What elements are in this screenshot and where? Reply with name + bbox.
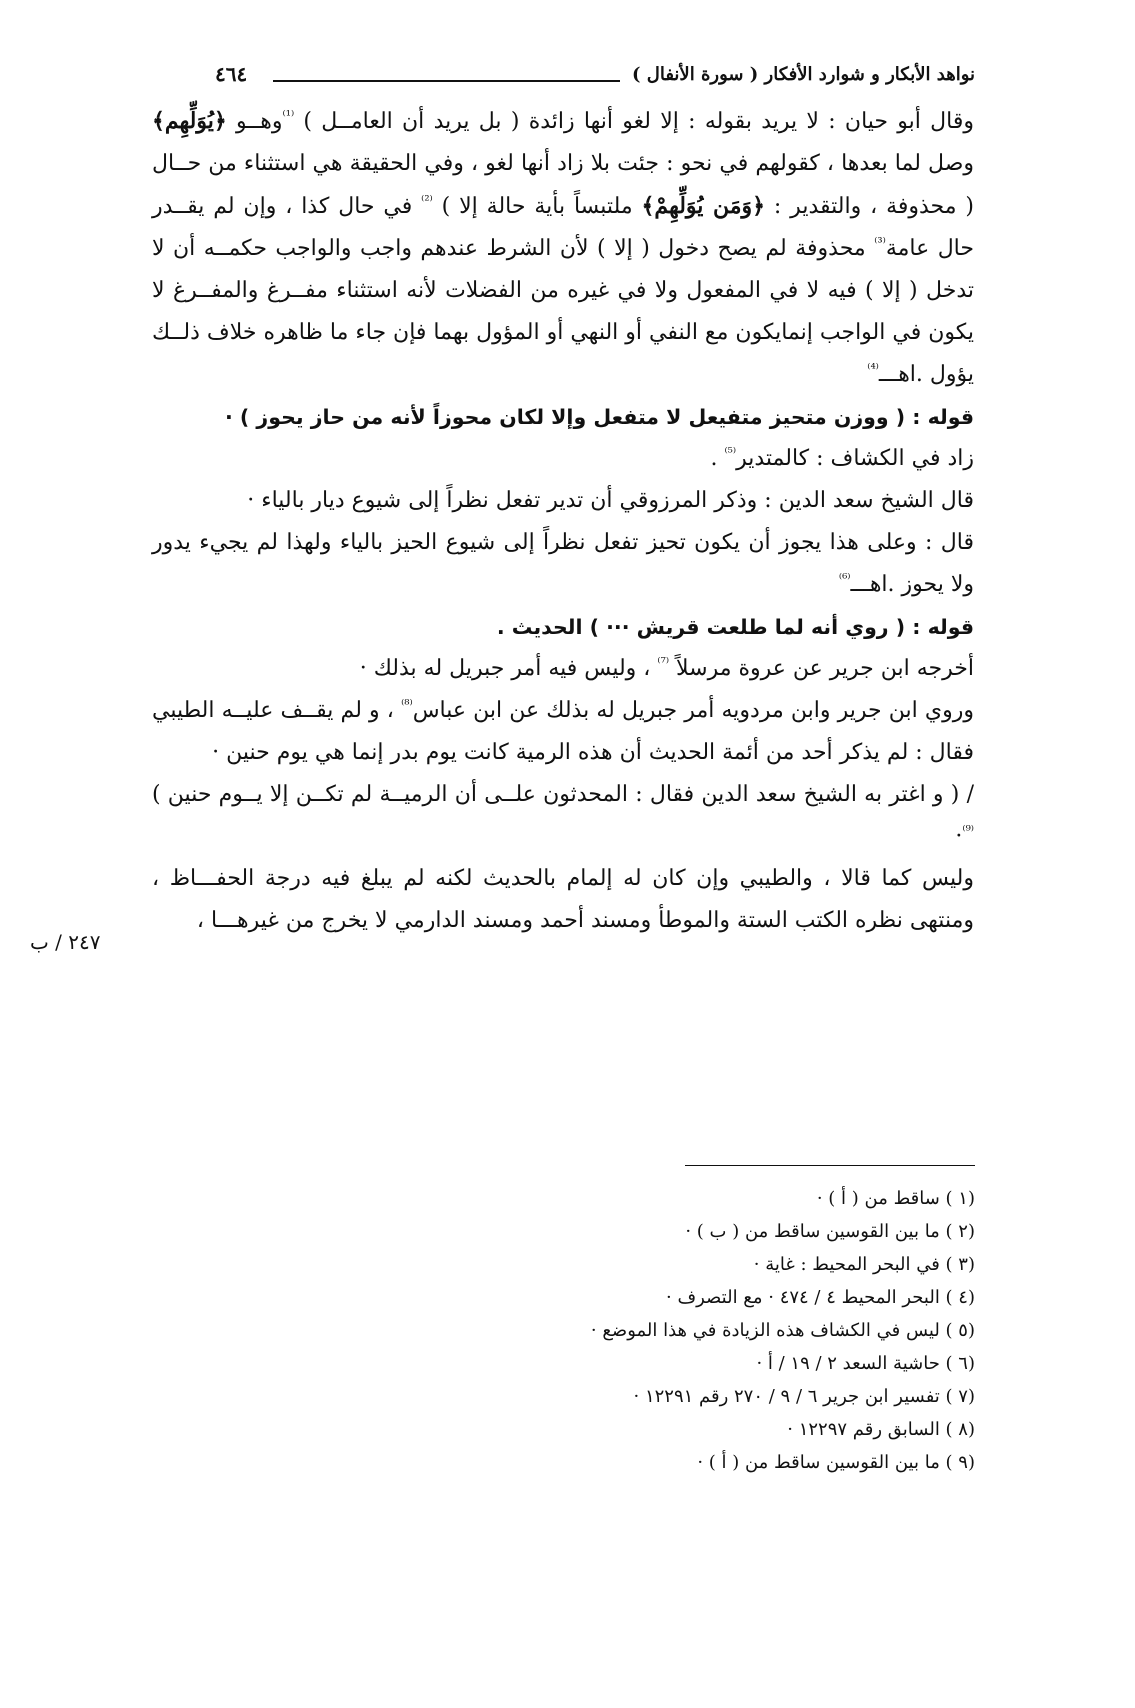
paragraph-muhaddithun xyxy=(152,774,974,858)
header-title: نواهد الأبكار و شوارد الأفكار ( سورة الأنفال ) xyxy=(631,64,975,85)
text-run: ، و لم يقــف عليــه الطيبي فقال : لم يذكر أحد من أئمة الحديث أن هذه الرمية كانت يوم بدر إنما هي يوم حنين · xyxy=(152,698,974,765)
text-run: ، وليس فيه أمر جبريل له بذلك · xyxy=(359,656,658,681)
footnotes xyxy=(320,1182,975,1479)
footnote-ref: ⁽²⁾ xyxy=(421,193,433,209)
footnote-9: (٩ ) ما بين القوسين ساقط من ( أ ) · xyxy=(697,1452,975,1473)
footnote-6: (٦ ) حاشية السعد ٢ / ١٩ / أ · xyxy=(756,1353,975,1374)
text-run: وهــو xyxy=(226,109,283,134)
manuscript-folio-marker: ٢٤٧ / ب xyxy=(30,930,101,954)
footnote-7: (٧ ) تفسير ابن جرير ٦ / ٩ / ٢٧٠ رقم ١٢٢٩١ · xyxy=(633,1386,975,1407)
text-run: ملتبساً بأية حالة إلا ) xyxy=(432,194,642,219)
footnote-ref: ⁽⁵⁾ xyxy=(724,445,737,461)
paragraph-ibn-abbas xyxy=(152,690,974,774)
footnote-3: (٣ ) في البحر المحيط : غاية · xyxy=(753,1254,975,1275)
text-run: في حال كذا ، وإن لم يقــدر حال عامة xyxy=(152,194,974,261)
heading-quraysh: قوله : ( روي أنه لما طلعت قريش ··· ) الحديث . xyxy=(496,615,974,639)
text-run: وقال أبو حيان : لا يريد بقوله : إلا لغو أنها زائدة ( بل يريد أن العامــل ) xyxy=(294,109,974,134)
text-run: · xyxy=(955,824,963,849)
text-run: وروي ابن جرير وابن مردويه أمر جبريل له بذلك عن ابن عباس xyxy=(412,698,974,723)
text-run: محذوفة لم يصح دخول ( إلا ) لأن الشرط عندهم واجب والواجب حكمــه أن لا تدخل ( إلا ) فيه لا في المفعول ولا في غيره من الفضلات لأنه استثناء مفــرغ والمفــرغ لا يكون في الواجب إنمايكون مع النفي أو النهي أو المؤول بهما فإن جاء ما ظاهره خلاف ذلــك يؤول .اهـــ xyxy=(152,236,974,387)
footnote-ref: ⁽³⁾ xyxy=(874,235,886,251)
quran-quote: ﴿وَمَن يُوَلِّهِمْ﴾ xyxy=(641,193,765,219)
text-run: قال : وعلى هذا يجوز أن يكون تحيز تفعل نظراً إلى شيوع الحيز بالياء ولهذا لم يجيء يدور ولا يحوز .اهـــ xyxy=(152,530,974,597)
footnote-ref: ⁽⁷⁾ xyxy=(657,655,670,671)
paragraph-abu-hayyan xyxy=(152,100,974,396)
footnote-5: (٥ ) ليس في الكشاف هذه الزيادة في هذا الموضع · xyxy=(590,1320,975,1341)
footnote-4: (٤ ) البحر المحيط ٤ / ٤٧٤ · مع التصرف · xyxy=(666,1287,975,1308)
footnote-2: (٢ ) ما بين القوسين ساقط من ( ب ) · xyxy=(685,1221,975,1242)
footnote-8: (٨ ) السابق رقم ١٢٢٩٧ · xyxy=(787,1419,975,1440)
page-number: ٤٦٤ xyxy=(215,62,248,86)
heading-mutahayyiz: قوله : ( ووزن متحيز متفيعل لا متفعل وإلا لكان محوزاً لأنه من حاز يحوز ) · xyxy=(225,405,974,429)
paragraph-saad-marzuqi: قال الشيخ سعد الدين : وذكر المرزوقي أن تدير تفعل نظراً إلى شيوع ديار بالياء · xyxy=(247,488,974,513)
text-run: أخرجه ابن جرير عن عروة مرسلاً xyxy=(669,656,974,681)
text-run: زاد في الكشاف : كالمتدير xyxy=(736,446,974,471)
footnote-ref: ⁽⁸⁾ xyxy=(401,697,413,713)
text-run: / ( و اغتر به الشيخ سعد الدين فقال : المحدثون علــى أن الرميــة لم تكــن إلا يــوم حنين ) xyxy=(152,782,974,807)
footnote-ref: ⁽⁶⁾ xyxy=(838,571,851,587)
text-run: . xyxy=(710,446,725,471)
quran-quote: ﴿يُوَلِّهِم﴾ xyxy=(152,108,227,134)
header-rule xyxy=(273,80,620,82)
footnote-separator xyxy=(685,1165,975,1166)
footnote-ref: ⁽¹⁾ xyxy=(282,108,295,124)
paragraph-urwa xyxy=(152,648,974,690)
running-header xyxy=(215,60,975,92)
paragraph-tibi: وليس كما قالا ، والطيبي وإن كان له إلمام بالحديث لكنه لم يبلغ فيه درجة الحفـــاظ ، ومنتهى نظره الكتب الستة والموطأ ومسند أحمد ومسند الدارمي لا يخرج من غيرهـــا ، xyxy=(152,866,974,933)
paragraph-tahayyuz xyxy=(152,522,974,606)
footnote-ref: ⁽⁴⁾ xyxy=(867,361,879,377)
paragraph-kashshaf xyxy=(152,438,974,480)
footnote-1: (١ ) ساقط من ( أ ) · xyxy=(816,1188,975,1209)
main-text xyxy=(152,100,974,942)
text-run: وصل لما بعدها ، كقولهم في نحو : جئت بلا زاد أنها لغو ، وفي الحقيقة هي استثناء من حــال ( محذوفة ، والتقدير : xyxy=(152,151,975,219)
footnote-ref: ⁽⁹⁾ xyxy=(962,823,974,839)
